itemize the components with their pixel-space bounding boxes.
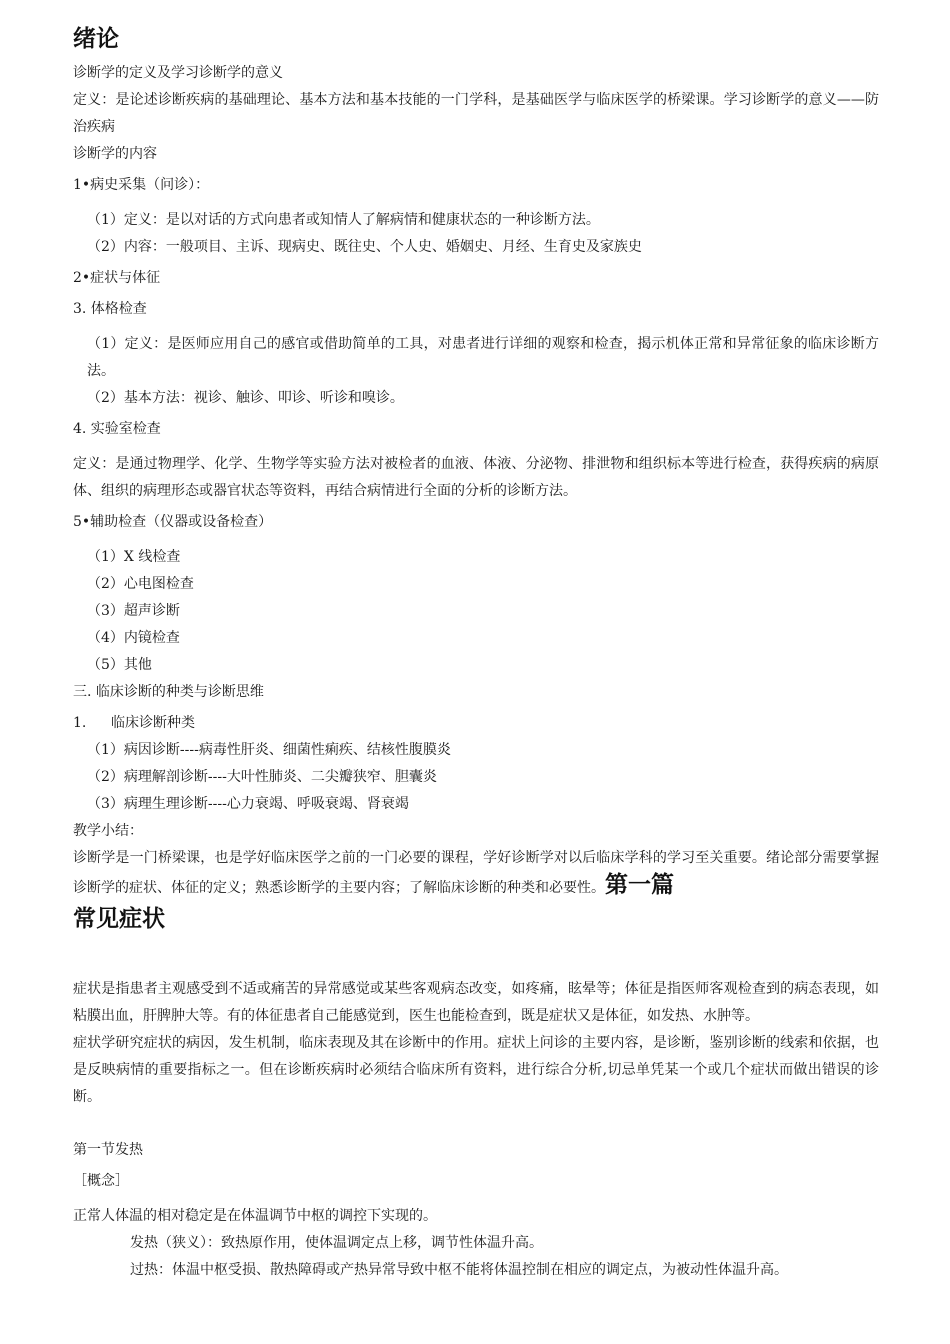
symptom-paragraph-2: 症状学研究症状的病因，发生机制，临床表现及其在诊断中的作用。症状上问诊的主要内容，是诊断，鉴别诊断的线索和依据，也是反映病情的重要指标之一。但在诊断疾病时必须结合临床所有资料，进行综合分析,切忌单凭某一个或几个症状而做出错误的诊断。 bbox=[73, 1035, 879, 1105]
item3-definition: （1）定义：是医师应用自己的感官或借助简单的工具，对患者进行详细的观察和检查，揭示机体正常和异常征象的临床诊断方法。 bbox=[87, 336, 879, 379]
clinical-item1-number: 1. bbox=[73, 715, 87, 731]
definition-paragraph: 定义：是论述诊断疾病的基础理论、基本方法和基本技能的一门学科，是基础医学与临床医学的桥梁课。学习诊断学的意义——防治疾病 bbox=[73, 92, 879, 135]
item5-list-item: （5）其他 bbox=[87, 657, 152, 673]
section-heading-definition: 诊断学的定义及学习诊断学的意义 bbox=[73, 65, 283, 81]
summary-heading: 教学小结： bbox=[73, 823, 143, 839]
clinical-item1-title: 临床诊断种类 bbox=[111, 715, 195, 731]
clinical-list-item: （2）病理解剖诊断----大叶性肺炎、二尖瓣狭窄、胆囊炎 bbox=[87, 769, 437, 785]
item5-list-item: （4）内镜检查 bbox=[87, 630, 180, 646]
item1-definition: （1）定义：是以对话的方式向患者或知情人了解病情和健康状态的一种诊断方法。 bbox=[87, 212, 600, 228]
item3-title: 3. 体格检查 bbox=[73, 301, 147, 317]
fever-paragraph-3: 过热：体温中枢受损、散热障碍或产热异常导致中枢不能将体温控制在相应的调定点，为被动性体温升高。 bbox=[130, 1262, 788, 1278]
fever-paragraph-2: 发热（狭义）：致热原作用，使体温调定点上移，调节性体温升高。 bbox=[130, 1235, 543, 1251]
part1-title: 常见症状 bbox=[73, 906, 165, 932]
summary-paragraph bbox=[73, 845, 879, 902]
fever-paragraph-1: 正常人体温的相对稳定是在体温调节中枢的调控下实现的。 bbox=[73, 1208, 437, 1224]
item1-title: 1•病史采集（问诊）： bbox=[73, 177, 210, 193]
section-heading-clinical: 三. 临床诊断的种类与诊断思维 bbox=[73, 684, 264, 700]
document-page bbox=[73, 22, 879, 1284]
part1-title-inline: 第一篇 bbox=[605, 872, 674, 898]
clinical-list-item: （3）病理生理诊断----心力衰竭、呼吸衰竭、肾衰竭 bbox=[87, 796, 409, 812]
item1-content: （2）内容：一般项目、主诉、现病史、既往史、个人史、婚姻史、月经、生育史及家族史 bbox=[87, 239, 642, 255]
clinical-item1 bbox=[73, 710, 879, 737]
item3-methods: （2）基本方法：视诊、触诊、叩诊、听诊和嗅诊。 bbox=[87, 390, 404, 406]
item5-title: 5•辅助检查（仪器或设备检查） bbox=[73, 514, 273, 530]
intro-title: 绪论 bbox=[73, 26, 119, 52]
concept-label: ［概念］ bbox=[73, 1173, 129, 1189]
symptom-paragraph-1: 症状是指患者主观感受到不适或痛苦的异常感觉或某些客观病态改变，如疼痛，眩晕等；体征是指医师客观检查到的病态表现，如粘膜出血，肝脾肿大等。有的体征患者自己能感觉到，医生也能检查到，既是症状又是体征，如发热、水肿等。 bbox=[73, 981, 879, 1024]
item5-list-item: （3）超声诊断 bbox=[87, 603, 180, 619]
item4-definition: 定义：是通过物理学、化学、生物学等实验方法对被检者的血液、体液、分泌物、排泄物和组织标本等进行检查，获得疾病的病原体、组织的病理形态或器官状态等资料，再结合病情进行全面的分析的诊断方法。 bbox=[73, 456, 879, 499]
section-heading-content: 诊断学的内容 bbox=[73, 146, 157, 162]
item5-list-item: （2）心电图检查 bbox=[87, 576, 194, 592]
fever-section-title: 第一节发热 bbox=[73, 1142, 143, 1158]
clinical-list-item: （1）病因诊断----病毒性肝炎、细菌性痢疾、结核性腹膜炎 bbox=[87, 742, 451, 758]
item2-title: 2•症状与体征 bbox=[73, 270, 161, 286]
item4-title: 4. 实验室检查 bbox=[73, 421, 161, 437]
summary-text: 诊断学是一门桥梁课，也是学好临床医学之前的一门必要的课程，学好诊断学对以后临床学科的学习至关重要。绪论部分需要掌握诊断学的症状、体征的定义；熟悉诊断学的主要内容；了解临床诊断的种类和必要性。 bbox=[73, 850, 879, 896]
item5-list-item: （1）X 线检查 bbox=[87, 549, 181, 565]
